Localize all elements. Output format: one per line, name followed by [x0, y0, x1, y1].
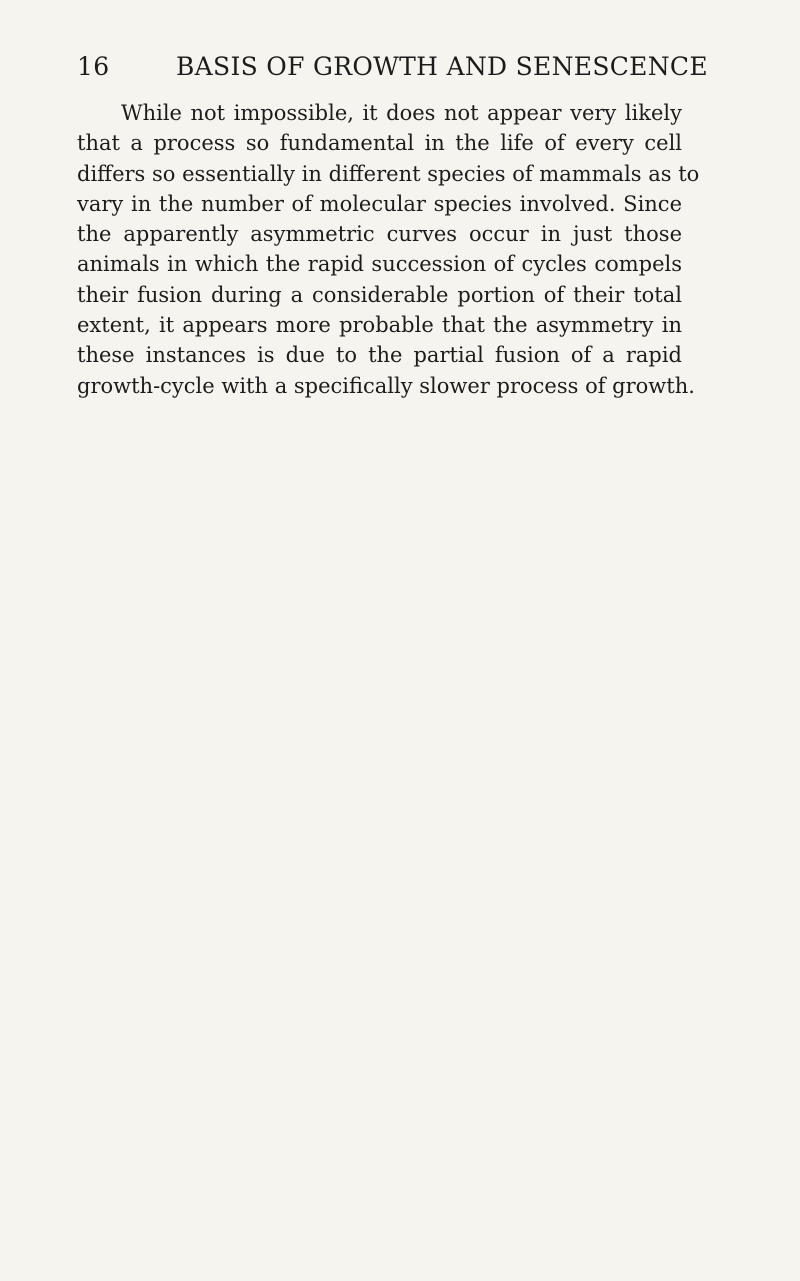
text-line: vary in the number of molecular species involved. Since: [77, 191, 682, 216]
running-head: BASIS OF GROWTH AND SENESCENCE: [176, 52, 708, 81]
page-number: 16: [77, 52, 110, 81]
text-line: growth-cycle with a specifically slower process of growth.: [77, 373, 695, 398]
text-line: While not impossible, it does not appear very likely: [121, 101, 682, 125]
text-line: animals in which the rapid succession of cycles compels: [77, 252, 682, 277]
text-line: these instances is due to the partial fusion of a rapid: [77, 343, 682, 368]
page-header: [77, 52, 708, 92]
text-line: that a process so fundamental in the life of every cell: [77, 131, 682, 156]
text-line: the apparently asymmetric curves occur in just those: [77, 222, 682, 247]
text-line: differs so essentially in different species of mammals as to: [77, 161, 700, 186]
text-line: their fusion during a considerable portion of their total: [77, 282, 682, 307]
text-line: extent, it appears more probable that the asymmetry in: [77, 313, 682, 338]
body-paragraph: [77, 98, 700, 401]
